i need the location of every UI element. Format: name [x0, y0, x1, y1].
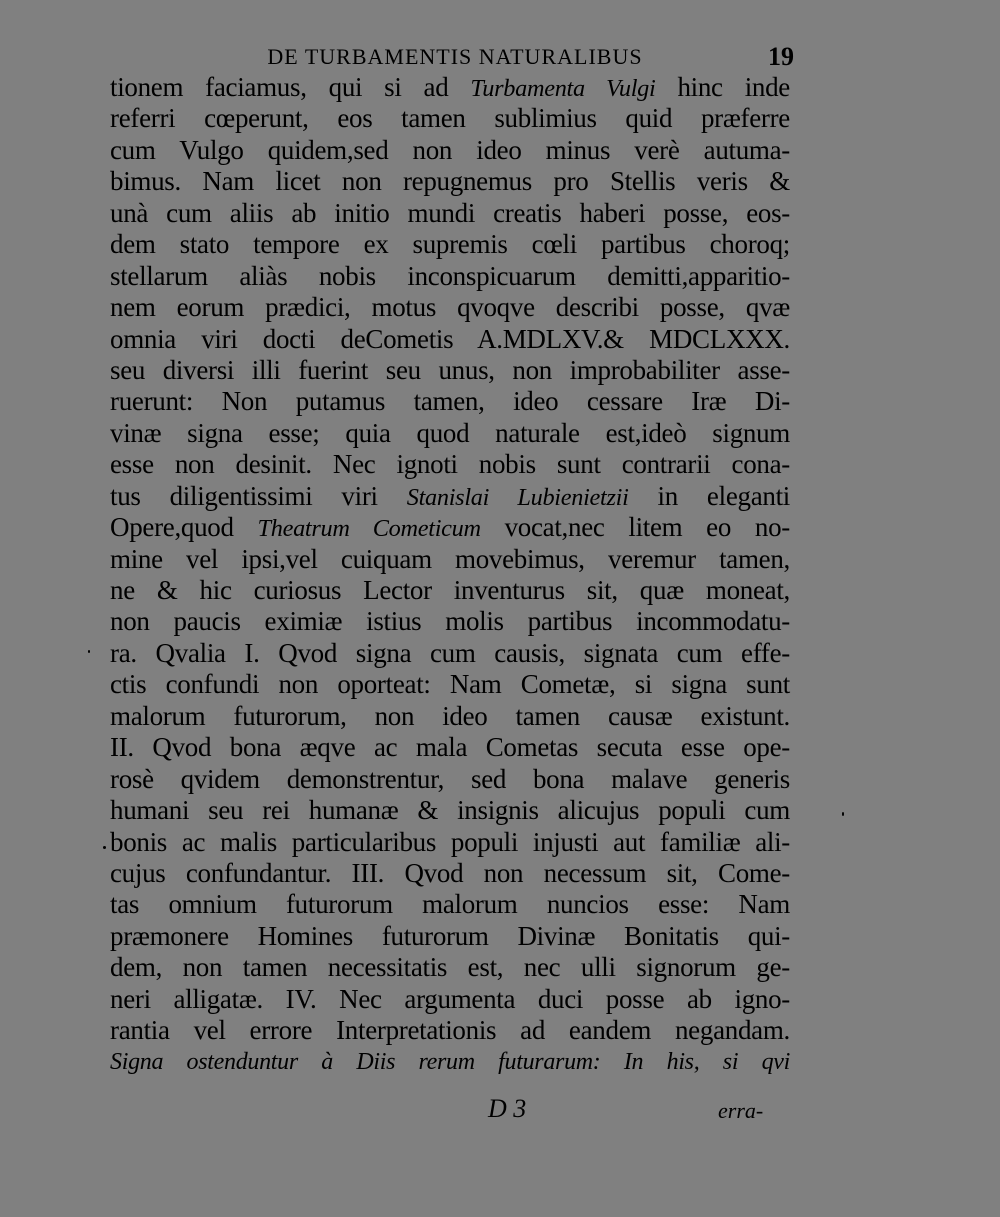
text-line: [110, 418, 790, 449]
text-line: [110, 889, 790, 920]
text-line: [110, 324, 790, 355]
text-run: Signa ostenduntur à Diis rerum futurarum: In his, si qvi: [110, 1048, 790, 1075]
text-run: unà cum aliis ab initio mundi creatis haberi posse, eos-: [110, 197, 790, 228]
text-line: [110, 135, 790, 166]
italic-phrase: Theatrum Cometicum: [257, 515, 481, 543]
text-run: cujus confundantur. III. Qvod non necessum sit, Come-: [110, 857, 790, 888]
text-line: [110, 103, 790, 134]
text-run: vocat,nec litem eo no-: [480, 512, 790, 543]
text-line: [110, 764, 790, 795]
signature-mark: D 3: [488, 1094, 527, 1123]
text-line: [110, 229, 790, 260]
text-run: ruerunt: Non putamus tamen, ideo cessare Iræ Di-: [110, 386, 790, 417]
text-line: [110, 701, 790, 732]
text-line: [110, 606, 790, 637]
text-line: [110, 638, 790, 669]
text-run: Opere,quod: [110, 512, 258, 543]
text-line: [110, 952, 790, 983]
scan-speck: [842, 812, 844, 816]
text-line: [110, 449, 790, 480]
text-line: [110, 481, 790, 512]
text-run: stellarum aliàs nobis inconspicuarum demitti,apparitio-: [110, 260, 790, 291]
text-line: [110, 261, 790, 292]
text-run: referri cœperunt, eos tamen sublimius quid præferre: [110, 103, 790, 134]
text-run: non paucis eximiæ istius molis partibus incommodatu-: [110, 606, 790, 637]
text-run: omnia viri docti deCometis A.MDLXV.& MDCLXXX.: [110, 323, 790, 354]
text-line: [110, 732, 790, 763]
text-run: bimus. Nam licet non repugnemus pro Stellis veris &: [110, 166, 790, 197]
text-line: [110, 386, 790, 417]
page-number: 19: [768, 42, 794, 71]
text-line: [110, 292, 790, 323]
text-run: neri alligatæ. IV. Nec argumenta duci posse ab igno-: [110, 983, 790, 1014]
text-line: [110, 166, 790, 197]
text-line: [110, 1047, 790, 1078]
text-run: dem stato tempore ex supremis cœli partibus choroq;: [110, 229, 790, 260]
text-run: ctis confundi non oporteat: Nam Cometæ, si signa sunt: [110, 669, 790, 700]
text-run: ne & hic curiosus Lector inventurus sit, quæ moneat,: [110, 575, 790, 605]
text-run: præmonere Homines futurorum Divinæ Bonitatis qui-: [110, 920, 790, 951]
text-run: hinc inde: [655, 72, 790, 102]
italic-phrase: Stanislai Lubienietzii: [406, 483, 629, 511]
text-line: [110, 858, 790, 889]
text-line: [110, 984, 790, 1015]
text-run: mine vel ipsi,vel cuiquam movebimus, veremur tamen,: [110, 543, 790, 574]
text-run: vinæ signa esse; quia quod naturale est,ideò signum: [110, 417, 790, 448]
italic-phrase: Turbamenta Vulgi: [470, 75, 656, 102]
text-line: [110, 198, 790, 229]
text-run: dem, non tamen necessitatis est, nec ulli signorum ge-: [110, 952, 790, 983]
text-line: [110, 355, 790, 386]
text-line: [110, 827, 790, 858]
text-line: [110, 575, 790, 606]
text-line: [110, 512, 790, 543]
text-run: seu diversi illi fuerint seu unus, non improbabiliter asse-: [110, 354, 790, 385]
text-run: tus diligentissimi viri: [110, 480, 407, 511]
text-run: nem eorum prædici, motus qvoqve describi posse, qvæ: [110, 292, 790, 323]
text-run: malorum futurorum, non ideo tamen causæ existunt.: [110, 700, 790, 731]
running-head: DE TURBAMENTIS NATURALIBUS: [267, 44, 643, 69]
scan-speck: [103, 846, 106, 849]
text-run: rantia vel errore Interpretationis ad eandem negandam.: [110, 1015, 790, 1046]
catchword: erra-: [718, 1098, 764, 1123]
text-run: ra. Qvalia I. Qvod signa cum causis, signata cum effe-: [110, 637, 790, 668]
body-text: [110, 72, 790, 1078]
text-run: cum Vulgo quidem,sed non ideo minus verè autuma-: [110, 134, 790, 165]
text-line: [110, 1015, 790, 1046]
text-line: [110, 669, 790, 700]
scan-speck: [88, 650, 90, 653]
text-run: bonis ac malis particularibus populi injusti aut familiæ ali-: [110, 826, 790, 857]
text-run: II. Qvod bona æqve ac mala Cometas secuta esse ope-: [110, 732, 790, 763]
text-line: [110, 921, 790, 952]
text-line: [110, 795, 790, 826]
text-line: [110, 544, 790, 575]
text-run: rosè qvidem demonstrentur, sed bona malave generis: [110, 763, 790, 794]
text-run: esse non desinit. Nec ignoti nobis sunt contrarii cona-: [110, 449, 790, 480]
text-run: tionem faciamus, qui si ad: [110, 72, 471, 102]
text-run: in eleganti: [628, 480, 790, 511]
text-line: [110, 72, 790, 103]
text-run: humani seu rei humanæ & insignis alicujus populi cum: [110, 795, 790, 826]
text-run: tas omnium futurorum malorum nuncios esse: Nam: [110, 889, 790, 920]
